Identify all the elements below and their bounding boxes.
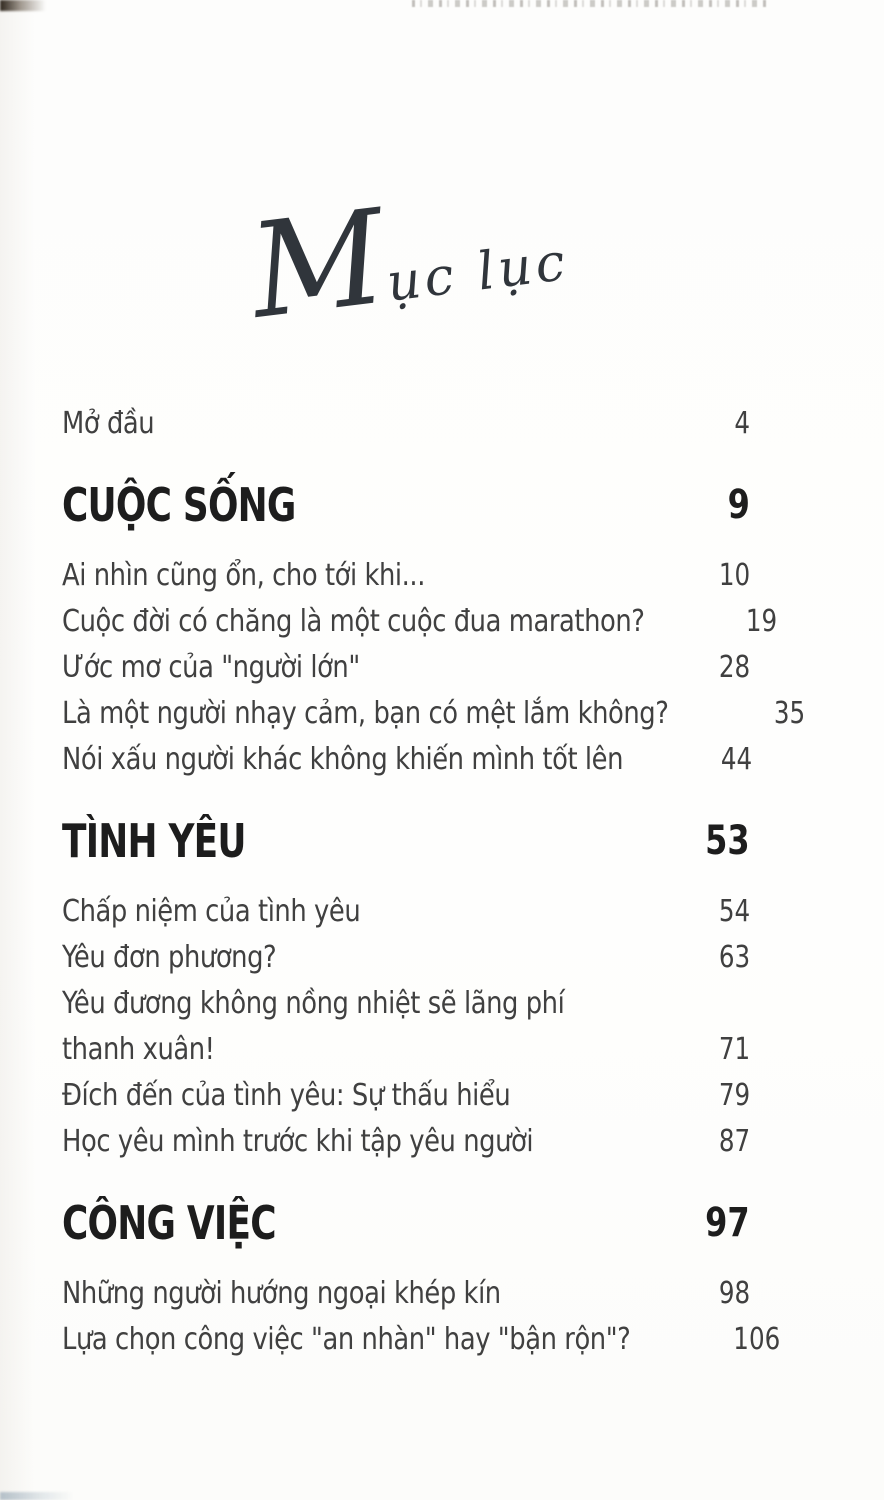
page-corner-shadow [0,0,46,11]
toc-row [62,690,806,736]
toc-entry-label: Yêu đơn phương? [62,939,277,975]
toc-row [62,1026,750,1072]
section-page: 9 [727,482,750,528]
toc-entry-label: Những người hướng ngoại khép kín [62,1275,501,1311]
toc-entry-label: Ước mơ của "người lớn" [62,649,360,685]
toc-section-header [62,1192,750,1254]
section-title: CÔNG VIỆC [62,1196,276,1250]
toc-section-header [62,810,750,872]
toc-entry-page: 4 [734,405,750,441]
toc-entry-page: 44 [721,741,753,777]
toc-row [62,552,750,598]
toc-entry-page: 54 [718,893,750,929]
toc-entry-label: Chấp niệm của tình yêu [62,893,361,929]
toc-row [62,598,778,644]
toc-entry-page: 87 [718,1123,750,1159]
toc-entry-label: Là một người nhạy cảm, bạn có mệt lắm không? [62,695,669,731]
toc-row [62,736,753,782]
section-page: 53 [705,818,750,864]
toc-entry-page: 79 [718,1077,750,1113]
toc-row [62,1072,750,1118]
toc-entry-page: 19 [746,603,778,639]
toc-entry-page: 28 [718,649,750,685]
toc-row [62,1270,750,1316]
toc-row [62,1316,781,1362]
toc-entry-label: Học yêu mình trước khi tập yêu người [62,1123,534,1159]
toc-row [62,980,750,1026]
cropped-running-header [412,0,768,7]
toc-entry-label: Lựa chọn công việc "an nhàn" hay "bận rộn"? [62,1321,631,1357]
toc-entry-label: Yêu đương không nồng nhiệt sẽ lãng phí [62,985,565,1021]
toc-entry-label: Đích đến của tình yêu: Sự thấu hiểu [62,1077,511,1113]
toc-entry-page: 63 [718,939,750,975]
toc-section-header [62,474,750,536]
toc-entry-page: 71 [718,1031,750,1067]
toc-entry-label: Mở đầu [62,405,155,441]
page-bottom-smudge [0,1492,74,1500]
table-of-contents [62,400,806,1362]
toc-entry-page: 10 [718,557,750,593]
toc-row [62,934,750,980]
toc-entry-label: Cuộc đời có chăng là một cuộc đua marathon? [62,603,645,639]
toc-entry-label: Ai nhìn cũng ổn, cho tới khi... [62,557,425,593]
section-title: TÌNH YÊU [62,814,246,868]
section-title: CUỘC SỐNG [62,478,296,532]
toc-entry-page: 106 [733,1321,781,1357]
toc-entry-label: thanh xuân! [62,1031,215,1067]
toc-row [62,400,750,446]
toc-row [62,644,750,690]
page-title: Mục lục [242,180,572,348]
toc-row [62,888,750,934]
section-page: 97 [705,1200,750,1246]
toc-row [62,1118,750,1164]
toc-entry-page: 98 [718,1275,750,1311]
toc-entry-label: Nói xấu người khác không khiến mình tốt lên [62,741,624,777]
toc-entry-page: 35 [774,695,806,731]
